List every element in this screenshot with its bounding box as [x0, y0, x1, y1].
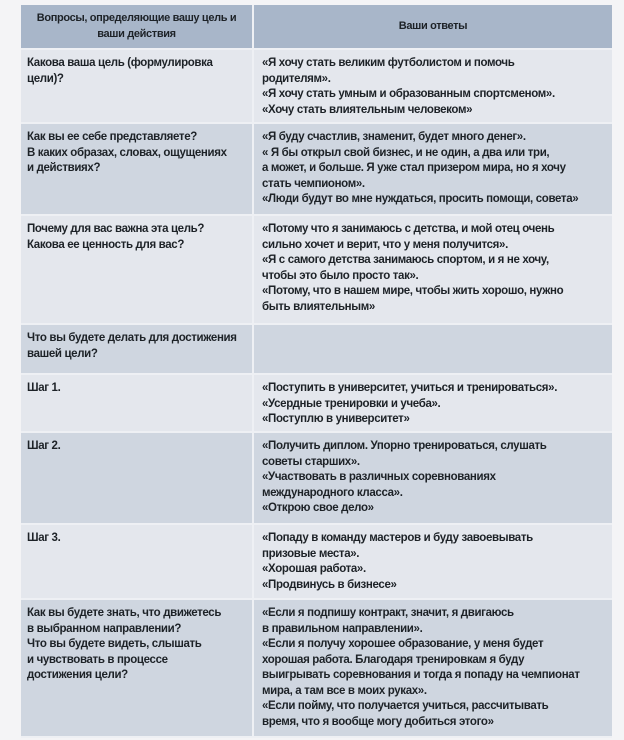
answer-cell [252, 600, 612, 738]
answer-line: родителям». [262, 72, 331, 85]
question-line: вашей цели? [27, 347, 98, 360]
answer-line: международного класса». [262, 486, 403, 499]
answer-line: «Если пойму, что получается учиться, рассчитывать [262, 700, 549, 712]
answer-line: «Потому, что в нашем мире, чтобы жить хорошо, нужно [262, 285, 564, 297]
question-cell [21, 375, 252, 433]
answer-line: «Поступить в университет, учиться и тренироваться». [262, 382, 558, 394]
answer-line: сильно хочет и верит, что у меня получится». [262, 238, 508, 251]
header-questions: Вопросы, определяющие вашу цель и ваши действия [21, 5, 252, 50]
answer-line: мира, а там все в моих руках». [262, 684, 427, 697]
answer-line: «Попаду в команду мастеров и буду завоевывать [262, 532, 533, 544]
question-line: Что вы будете видеть, слышать [27, 638, 202, 650]
question-line: цели)? [27, 72, 64, 85]
question-cell [21, 50, 252, 124]
answer-cell [252, 124, 612, 216]
question-line: Как вы будете знать, что движетесь [27, 607, 222, 619]
question-line: Какова ее ценность для вас? [27, 238, 184, 251]
answer-line: «Я буду счастлив, знаменит, будет много денег». [262, 131, 526, 143]
answer-line: стать чемпионом». [262, 177, 365, 190]
answer-line: призовые места». [262, 547, 360, 560]
answer-line: быть влиятельным» [262, 300, 375, 313]
header-answers: Ваши ответы [252, 5, 612, 50]
question-line: достижения цели? [27, 669, 128, 681]
answer-line: «Потому что я занимаюсь с детства, и мой отец очень [262, 223, 555, 235]
answer-line: «Участвовать в различных соревнованиях [262, 471, 496, 483]
answer-line: «Я хочу стать умным и образованным спортсменом». [262, 88, 555, 100]
answer-cell [252, 325, 612, 375]
answer-line: советы старших». [262, 455, 360, 468]
question-cell [21, 600, 252, 738]
question-cell [21, 124, 252, 216]
answer-cell [252, 375, 612, 433]
answer-cell [252, 50, 612, 124]
answer-line: время, что я вообще могу добиться этого» [262, 715, 494, 728]
answer-line: «Я с самого детства занимаюсь спортом, и я не хочу, [262, 254, 549, 266]
answer-line: «Усердные тренировки и учеба». [262, 397, 441, 410]
answer-line: «Открою свое дело» [262, 502, 374, 514]
answer-line: чтобы это было просто так». [262, 269, 419, 282]
question-line: В каких образах, словах, ощущениях [27, 146, 227, 159]
question-line: Шаг 3. [27, 532, 61, 544]
question-line: Какова ваша цель (формулировка [27, 57, 213, 69]
answer-line: в правильном направлении». [262, 622, 423, 635]
answer-line: «Я хочу стать великим футболистом и помочь [262, 57, 515, 69]
answer-line: а может, и больше. Я уже стал призером мира, но я хочу [262, 162, 566, 174]
answer-cell [252, 433, 612, 525]
question-line: Шаг 2. [27, 440, 61, 452]
goals-table [21, 5, 612, 738]
question-line: и чувствовать в процессе [27, 653, 168, 666]
question-cell [21, 433, 252, 525]
answer-line: «Если я получу хорошее образование, у меня будет [262, 638, 544, 650]
question-line: и действиях? [27, 162, 101, 174]
question-line: Шаг 1. [27, 382, 61, 394]
question-line: в выбранном направлении? [27, 622, 182, 635]
question-line: Что вы будете делать для достижения [27, 332, 237, 344]
question-line: Как вы ее себе представляете? [27, 131, 197, 143]
answer-line: выигрывать соревнования и тогда я попаду на чемпионат [262, 669, 580, 681]
answer-cell [252, 216, 612, 325]
question-cell [21, 525, 252, 600]
question-cell [21, 216, 252, 325]
answer-line: «Хочу стать влиятельным человеком» [262, 103, 473, 116]
answer-line: «Поступлю в университет» [262, 413, 410, 425]
answer-cell [252, 525, 612, 600]
answer-line: «Люди будут во мне нуждаться, просить помощи, совета» [262, 193, 579, 205]
answer-line: «Получить диплом. Упорно тренироваться, слушать [262, 440, 547, 452]
answer-line: «Если я подпишу контракт, значит, я двигаюсь [262, 607, 514, 619]
answer-line: хорошая работа. Благодаря тренировкам я буду [262, 653, 525, 666]
question-cell [21, 325, 252, 375]
answer-line: «Хорошая работа». [262, 563, 366, 575]
question-line: Почему для вас важна эта цель? [27, 223, 205, 235]
answer-line: « Я бы открыл свой бизнес, и не один, а два или три, [262, 146, 550, 159]
answer-line: «Продвинусь в бизнесе» [262, 578, 397, 591]
